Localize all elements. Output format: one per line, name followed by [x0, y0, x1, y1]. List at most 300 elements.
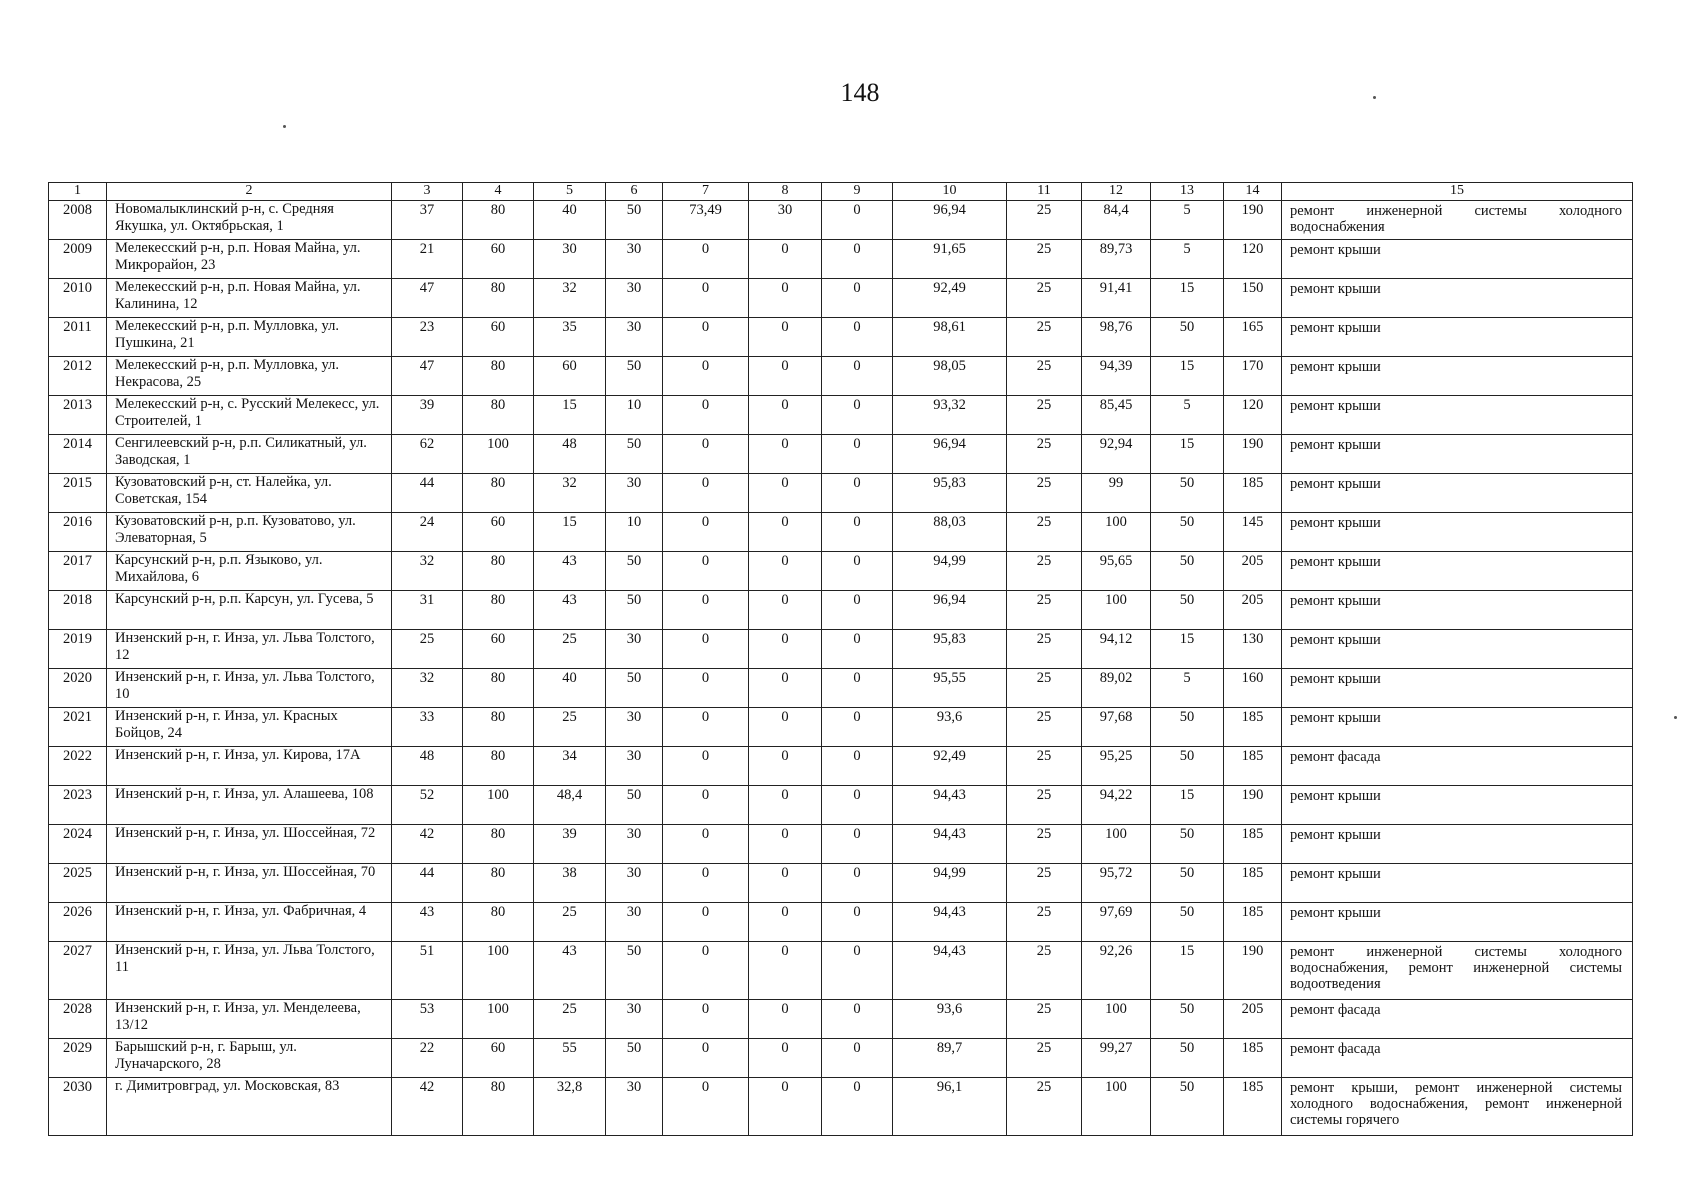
- cell-col-8: 0: [749, 864, 822, 903]
- cell-col-8: 0: [749, 942, 822, 1000]
- cell-col-3: 23: [392, 318, 463, 357]
- cell-col-5: 25: [534, 1000, 606, 1039]
- cell-col-5: 39: [534, 825, 606, 864]
- column-header: 5: [534, 183, 606, 201]
- table-row: [49, 708, 1633, 747]
- cell-col-13: 50: [1151, 591, 1224, 630]
- cell-col-3: 44: [392, 474, 463, 513]
- page-number: 148: [840, 78, 880, 107]
- cell-col-5: 55: [534, 1039, 606, 1078]
- cell-col-10: 94,99: [893, 864, 1007, 903]
- cell-col-3: 44: [392, 864, 463, 903]
- cell-col-5: 34: [534, 747, 606, 786]
- cell-col-12: 94,39: [1082, 357, 1151, 396]
- table-row: [49, 1078, 1633, 1136]
- cell-col-10: 96,94: [893, 201, 1007, 240]
- cell-col-8: 0: [749, 513, 822, 552]
- cell-work-type: ремонт крыши: [1282, 591, 1633, 630]
- cell-col-6: 50: [606, 669, 663, 708]
- cell-col-3: 43: [392, 903, 463, 942]
- cell-col-14: 185: [1224, 474, 1282, 513]
- cell-col-5: 43: [534, 552, 606, 591]
- cell-row-id: 2012: [49, 357, 107, 396]
- cell-col-11: 25: [1007, 864, 1082, 903]
- cell-col-13: 5: [1151, 669, 1224, 708]
- cell-col-11: 25: [1007, 1000, 1082, 1039]
- cell-col-8: 0: [749, 825, 822, 864]
- cell-col-5: 48: [534, 435, 606, 474]
- cell-col-8: 0: [749, 630, 822, 669]
- table-row: [49, 591, 1633, 630]
- cell-address: Инзенский р-н, г. Инза, ул. Льва Толстого, 11: [107, 942, 392, 1000]
- cell-col-13: 50: [1151, 1078, 1224, 1136]
- cell-work-type: ремонт крыши: [1282, 630, 1633, 669]
- cell-col-3: 21: [392, 240, 463, 279]
- cell-col-13: 15: [1151, 435, 1224, 474]
- cell-col-7: 0: [663, 552, 749, 591]
- cell-col-14: 130: [1224, 630, 1282, 669]
- cell-col-7: 0: [663, 279, 749, 318]
- cell-col-3: 39: [392, 396, 463, 435]
- cell-row-id: 2010: [49, 279, 107, 318]
- cell-col-10: 96,1: [893, 1078, 1007, 1136]
- cell-col-7: 0: [663, 942, 749, 1000]
- cell-col-14: 190: [1224, 435, 1282, 474]
- cell-col-9: 0: [822, 240, 893, 279]
- cell-work-type: ремонт крыши: [1282, 318, 1633, 357]
- cell-col-11: 25: [1007, 552, 1082, 591]
- cell-col-7: 0: [663, 669, 749, 708]
- cell-col-9: 0: [822, 591, 893, 630]
- cell-col-10: 94,43: [893, 942, 1007, 1000]
- scan-speck: [283, 125, 286, 128]
- cell-work-type: ремонт крыши: [1282, 903, 1633, 942]
- cell-row-id: 2026: [49, 903, 107, 942]
- cell-col-12: 100: [1082, 1000, 1151, 1039]
- cell-col-6: 30: [606, 318, 663, 357]
- cell-col-11: 25: [1007, 825, 1082, 864]
- cell-col-10: 93,6: [893, 708, 1007, 747]
- cell-work-type: ремонт крыши: [1282, 825, 1633, 864]
- cell-col-12: 95,65: [1082, 552, 1151, 591]
- cell-address: Мелекесский р-н, р.п. Мулловка, ул. Пушкина, 21: [107, 318, 392, 357]
- cell-row-id: 2023: [49, 786, 107, 825]
- cell-col-9: 0: [822, 552, 893, 591]
- cell-address: Мелекесский р-н, р.п. Новая Майна, ул. Калинина, 12: [107, 279, 392, 318]
- cell-col-14: 185: [1224, 903, 1282, 942]
- cell-col-10: 96,94: [893, 591, 1007, 630]
- scan-speck: [1373, 96, 1376, 99]
- cell-col-9: 0: [822, 474, 893, 513]
- cell-col-11: 25: [1007, 942, 1082, 1000]
- cell-col-10: 93,6: [893, 1000, 1007, 1039]
- cell-col-5: 32,8: [534, 1078, 606, 1136]
- cell-col-10: 96,94: [893, 435, 1007, 474]
- table-row: [49, 474, 1633, 513]
- cell-col-6: 30: [606, 279, 663, 318]
- cell-col-13: 5: [1151, 240, 1224, 279]
- cell-col-10: 94,43: [893, 903, 1007, 942]
- cell-col-13: 50: [1151, 825, 1224, 864]
- cell-col-6: 10: [606, 513, 663, 552]
- table-row: [49, 1039, 1633, 1078]
- cell-col-13: 15: [1151, 279, 1224, 318]
- cell-col-6: 30: [606, 240, 663, 279]
- cell-col-11: 25: [1007, 240, 1082, 279]
- cell-col-4: 60: [463, 513, 534, 552]
- table-row: [49, 552, 1633, 591]
- cell-address: Мелекесский р-н, р.п. Мулловка, ул. Некрасова, 25: [107, 357, 392, 396]
- cell-work-type: ремонт крыши: [1282, 279, 1633, 318]
- cell-work-type: ремонт крыши: [1282, 864, 1633, 903]
- cell-work-type: ремонт крыши: [1282, 435, 1633, 474]
- cell-row-id: 2029: [49, 1039, 107, 1078]
- cell-row-id: 2014: [49, 435, 107, 474]
- cell-col-8: 0: [749, 1000, 822, 1039]
- cell-col-11: 25: [1007, 318, 1082, 357]
- cell-col-9: 0: [822, 1000, 893, 1039]
- cell-col-7: 73,49: [663, 201, 749, 240]
- cell-col-6: 30: [606, 903, 663, 942]
- cell-col-10: 95,83: [893, 630, 1007, 669]
- cell-col-13: 50: [1151, 747, 1224, 786]
- cell-col-5: 38: [534, 864, 606, 903]
- column-header: 10: [893, 183, 1007, 201]
- cell-col-7: 0: [663, 357, 749, 396]
- cell-col-4: 60: [463, 630, 534, 669]
- cell-col-6: 50: [606, 552, 663, 591]
- cell-address: Мелекесский р-н, р.п. Новая Майна, ул. Микрорайон, 23: [107, 240, 392, 279]
- cell-col-9: 0: [822, 1078, 893, 1136]
- cell-col-11: 25: [1007, 1039, 1082, 1078]
- cell-col-6: 50: [606, 786, 663, 825]
- cell-col-13: 15: [1151, 942, 1224, 1000]
- cell-col-13: 50: [1151, 864, 1224, 903]
- cell-col-8: 0: [749, 474, 822, 513]
- column-numbers-row: [49, 183, 1633, 201]
- cell-col-9: 0: [822, 357, 893, 396]
- cell-col-12: 100: [1082, 1078, 1151, 1136]
- cell-col-4: 60: [463, 240, 534, 279]
- cell-col-10: 95,55: [893, 669, 1007, 708]
- cell-row-id: 2025: [49, 864, 107, 903]
- cell-col-6: 50: [606, 942, 663, 1000]
- cell-col-7: 0: [663, 435, 749, 474]
- cell-col-4: 80: [463, 669, 534, 708]
- cell-col-3: 51: [392, 942, 463, 1000]
- data-table: [48, 182, 1633, 1136]
- cell-address: Инзенский р-н, г. Инза, ул. Менделеева, 13/12: [107, 1000, 392, 1039]
- cell-col-14: 160: [1224, 669, 1282, 708]
- cell-col-7: 0: [663, 1078, 749, 1136]
- cell-col-12: 85,45: [1082, 396, 1151, 435]
- cell-col-3: 53: [392, 1000, 463, 1039]
- cell-col-7: 0: [663, 474, 749, 513]
- cell-work-type: ремонт инженерной системы холодного водоснабжения: [1282, 201, 1633, 240]
- cell-address: Новомалыклинский р-н, с. Средняя Якушка, ул. Октябрьская, 1: [107, 201, 392, 240]
- cell-col-12: 100: [1082, 591, 1151, 630]
- cell-col-6: 30: [606, 1000, 663, 1039]
- cell-col-9: 0: [822, 825, 893, 864]
- cell-col-9: 0: [822, 903, 893, 942]
- cell-work-type: ремонт фасада: [1282, 747, 1633, 786]
- cell-row-id: 2017: [49, 552, 107, 591]
- cell-col-3: 47: [392, 279, 463, 318]
- cell-col-8: 0: [749, 318, 822, 357]
- cell-col-4: 100: [463, 942, 534, 1000]
- cell-col-8: 0: [749, 435, 822, 474]
- cell-col-13: 5: [1151, 201, 1224, 240]
- cell-col-4: 80: [463, 864, 534, 903]
- cell-col-10: 91,65: [893, 240, 1007, 279]
- cell-col-11: 25: [1007, 630, 1082, 669]
- column-header: 11: [1007, 183, 1082, 201]
- cell-col-4: 60: [463, 318, 534, 357]
- cell-col-13: 50: [1151, 903, 1224, 942]
- cell-col-3: 42: [392, 825, 463, 864]
- cell-col-12: 94,12: [1082, 630, 1151, 669]
- cell-col-5: 43: [534, 942, 606, 1000]
- table-row: [49, 630, 1633, 669]
- cell-col-8: 0: [749, 279, 822, 318]
- cell-col-3: 37: [392, 201, 463, 240]
- cell-col-12: 98,76: [1082, 318, 1151, 357]
- cell-col-10: 93,32: [893, 396, 1007, 435]
- cell-col-14: 185: [1224, 1078, 1282, 1136]
- cell-address: Карсунский р-н, р.п. Языково, ул. Михайлова, 6: [107, 552, 392, 591]
- cell-col-10: 94,99: [893, 552, 1007, 591]
- cell-col-14: 185: [1224, 708, 1282, 747]
- cell-col-8: 0: [749, 396, 822, 435]
- cell-col-5: 15: [534, 513, 606, 552]
- column-header: 12: [1082, 183, 1151, 201]
- cell-col-3: 25: [392, 630, 463, 669]
- table-row: [49, 435, 1633, 474]
- cell-col-12: 95,25: [1082, 747, 1151, 786]
- table-row: [49, 1000, 1633, 1039]
- cell-col-7: 0: [663, 825, 749, 864]
- cell-col-11: 25: [1007, 396, 1082, 435]
- cell-row-id: 2022: [49, 747, 107, 786]
- cell-address: Инзенский р-н, г. Инза, ул. Шоссейная, 70: [107, 864, 392, 903]
- table-row: [49, 318, 1633, 357]
- cell-col-5: 25: [534, 903, 606, 942]
- cell-work-type: ремонт крыши: [1282, 357, 1633, 396]
- cell-col-12: 99: [1082, 474, 1151, 513]
- cell-col-7: 0: [663, 708, 749, 747]
- cell-col-9: 0: [822, 747, 893, 786]
- cell-col-9: 0: [822, 669, 893, 708]
- cell-col-4: 80: [463, 357, 534, 396]
- cell-col-12: 92,94: [1082, 435, 1151, 474]
- cell-col-8: 0: [749, 708, 822, 747]
- cell-work-type: ремонт крыши: [1282, 552, 1633, 591]
- cell-work-type: ремонт инженерной системы холодного водоснабжения, ремонт инженерной системы водоотведения: [1282, 942, 1633, 1000]
- cell-col-3: 42: [392, 1078, 463, 1136]
- cell-col-13: 15: [1151, 357, 1224, 396]
- cell-col-9: 0: [822, 435, 893, 474]
- cell-col-7: 0: [663, 1039, 749, 1078]
- cell-col-14: 190: [1224, 201, 1282, 240]
- cell-col-11: 25: [1007, 513, 1082, 552]
- cell-col-3: 32: [392, 552, 463, 591]
- column-header: 7: [663, 183, 749, 201]
- cell-row-id: 2015: [49, 474, 107, 513]
- cell-col-6: 50: [606, 201, 663, 240]
- cell-row-id: 2030: [49, 1078, 107, 1136]
- table-row: [49, 201, 1633, 240]
- cell-col-3: 22: [392, 1039, 463, 1078]
- cell-col-7: 0: [663, 903, 749, 942]
- cell-col-8: 0: [749, 552, 822, 591]
- cell-row-id: 2027: [49, 942, 107, 1000]
- cell-col-13: 5: [1151, 396, 1224, 435]
- cell-col-11: 25: [1007, 591, 1082, 630]
- cell-col-3: 33: [392, 708, 463, 747]
- cell-col-9: 0: [822, 708, 893, 747]
- cell-col-11: 25: [1007, 786, 1082, 825]
- cell-col-4: 80: [463, 825, 534, 864]
- cell-row-id: 2011: [49, 318, 107, 357]
- cell-col-9: 0: [822, 318, 893, 357]
- column-header: 9: [822, 183, 893, 201]
- cell-col-10: 94,43: [893, 786, 1007, 825]
- cell-col-12: 100: [1082, 513, 1151, 552]
- column-header: 1: [49, 183, 107, 201]
- cell-address: Барышский р-н, г. Барыш, ул. Луначарского, 28: [107, 1039, 392, 1078]
- cell-col-7: 0: [663, 747, 749, 786]
- cell-col-11: 25: [1007, 708, 1082, 747]
- cell-col-3: 52: [392, 786, 463, 825]
- cell-col-4: 80: [463, 903, 534, 942]
- cell-row-id: 2021: [49, 708, 107, 747]
- cell-col-14: 185: [1224, 825, 1282, 864]
- table-row: [49, 357, 1633, 396]
- cell-col-5: 15: [534, 396, 606, 435]
- cell-col-14: 205: [1224, 1000, 1282, 1039]
- cell-col-6: 10: [606, 396, 663, 435]
- cell-col-6: 30: [606, 630, 663, 669]
- cell-col-8: 0: [749, 240, 822, 279]
- cell-work-type: ремонт крыши: [1282, 786, 1633, 825]
- cell-col-10: 98,61: [893, 318, 1007, 357]
- cell-row-id: 2020: [49, 669, 107, 708]
- scan-speck: [1674, 716, 1677, 719]
- cell-col-7: 0: [663, 864, 749, 903]
- cell-col-14: 165: [1224, 318, 1282, 357]
- cell-col-4: 100: [463, 435, 534, 474]
- cell-row-id: 2019: [49, 630, 107, 669]
- cell-col-11: 25: [1007, 279, 1082, 318]
- cell-col-3: 47: [392, 357, 463, 396]
- column-header: 6: [606, 183, 663, 201]
- cell-col-5: 43: [534, 591, 606, 630]
- cell-col-11: 25: [1007, 669, 1082, 708]
- cell-col-11: 25: [1007, 747, 1082, 786]
- cell-col-12: 89,73: [1082, 240, 1151, 279]
- cell-col-10: 92,49: [893, 279, 1007, 318]
- cell-address: Инзенский р-н, г. Инза, ул. Красных Бойцов, 24: [107, 708, 392, 747]
- cell-col-12: 97,68: [1082, 708, 1151, 747]
- cell-col-8: 0: [749, 786, 822, 825]
- cell-col-14: 120: [1224, 240, 1282, 279]
- cell-col-5: 25: [534, 708, 606, 747]
- cell-col-5: 32: [534, 279, 606, 318]
- table-row: [49, 903, 1633, 942]
- cell-col-14: 205: [1224, 552, 1282, 591]
- cell-col-6: 30: [606, 474, 663, 513]
- cell-col-14: 190: [1224, 942, 1282, 1000]
- cell-col-3: 31: [392, 591, 463, 630]
- cell-address: Кузоватовский р-н, р.п. Кузоватово, ул. Элеваторная, 5: [107, 513, 392, 552]
- cell-col-5: 35: [534, 318, 606, 357]
- cell-col-4: 80: [463, 279, 534, 318]
- cell-address: Мелекесский р-н, с. Русский Мелекесс, ул. Строителей, 1: [107, 396, 392, 435]
- cell-col-8: 0: [749, 1039, 822, 1078]
- cell-col-8: 30: [749, 201, 822, 240]
- cell-work-type: ремонт фасада: [1282, 1000, 1633, 1039]
- cell-row-id: 2009: [49, 240, 107, 279]
- cell-col-6: 50: [606, 591, 663, 630]
- cell-work-type: ремонт крыши: [1282, 240, 1633, 279]
- table-row: [49, 240, 1633, 279]
- cell-col-5: 60: [534, 357, 606, 396]
- cell-col-8: 0: [749, 357, 822, 396]
- cell-work-type: ремонт фасада: [1282, 1039, 1633, 1078]
- cell-col-5: 25: [534, 630, 606, 669]
- table-row: [49, 279, 1633, 318]
- cell-row-id: 2028: [49, 1000, 107, 1039]
- cell-col-5: 40: [534, 201, 606, 240]
- cell-col-7: 0: [663, 630, 749, 669]
- cell-col-14: 190: [1224, 786, 1282, 825]
- cell-col-9: 0: [822, 942, 893, 1000]
- cell-col-11: 25: [1007, 201, 1082, 240]
- cell-col-13: 50: [1151, 1000, 1224, 1039]
- column-header: 15: [1282, 183, 1633, 201]
- cell-col-7: 0: [663, 513, 749, 552]
- cell-col-4: 80: [463, 552, 534, 591]
- cell-col-3: 62: [392, 435, 463, 474]
- cell-col-6: 30: [606, 708, 663, 747]
- cell-work-type: ремонт крыши: [1282, 708, 1633, 747]
- cell-col-8: 0: [749, 903, 822, 942]
- cell-col-8: 0: [749, 747, 822, 786]
- cell-col-9: 0: [822, 279, 893, 318]
- cell-col-4: 80: [463, 474, 534, 513]
- cell-address: г. Димитровград, ул. Московская, 83: [107, 1078, 392, 1136]
- cell-col-13: 50: [1151, 474, 1224, 513]
- cell-col-6: 30: [606, 825, 663, 864]
- cell-work-type: ремонт крыши: [1282, 513, 1633, 552]
- cell-col-12: 99,27: [1082, 1039, 1151, 1078]
- column-header: 3: [392, 183, 463, 201]
- cell-col-14: 205: [1224, 591, 1282, 630]
- cell-col-6: 50: [606, 357, 663, 396]
- cell-col-12: 97,69: [1082, 903, 1151, 942]
- cell-col-4: 80: [463, 1078, 534, 1136]
- cell-col-9: 0: [822, 786, 893, 825]
- cell-col-9: 0: [822, 630, 893, 669]
- cell-address: Инзенский р-н, г. Инза, ул. Алашеева, 108: [107, 786, 392, 825]
- cell-col-13: 50: [1151, 708, 1224, 747]
- cell-address: Инзенский р-н, г. Инза, ул. Льва Толстого, 12: [107, 630, 392, 669]
- cell-col-11: 25: [1007, 357, 1082, 396]
- cell-col-12: 95,72: [1082, 864, 1151, 903]
- cell-address: Сенгилеевский р-н, р.п. Силикатный, ул. Заводская, 1: [107, 435, 392, 474]
- table-row: [49, 942, 1633, 1000]
- cell-work-type: ремонт крыши: [1282, 474, 1633, 513]
